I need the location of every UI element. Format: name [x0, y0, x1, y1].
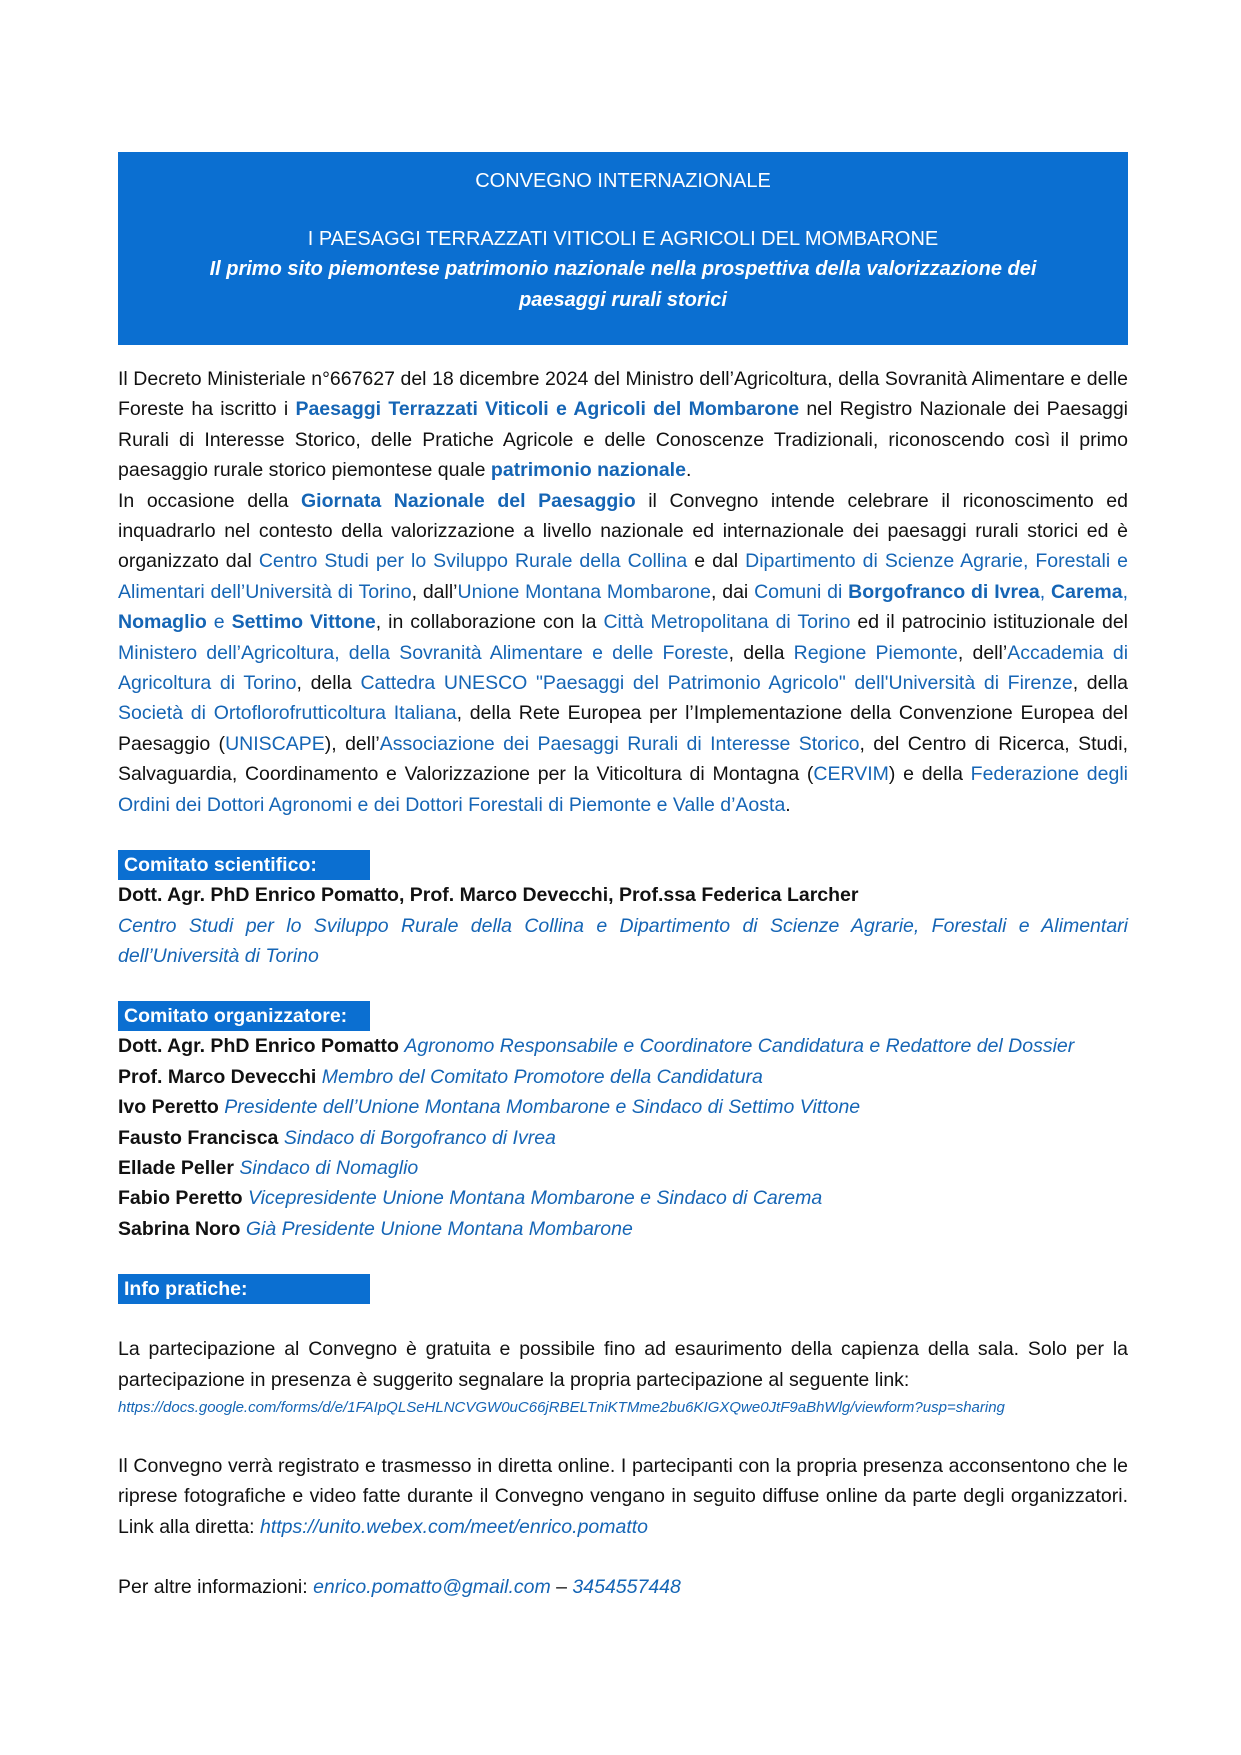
section-label: Comitato organizzatore: — [118, 1001, 370, 1031]
registration-form-link[interactable]: https://docs.google.com/forms/d/e/1FAIpQLSeHLNCVGW0uC66jRBELTniKTMme2bu6KIGXQwe0JtF9aBhWlg/viewform?usp=sharing — [118, 1398, 1005, 1416]
text: ed il patrocinio istituzionale del — [850, 611, 1129, 634]
member-name: Ellade Peller — [118, 1156, 234, 1179]
highlight: patrimonio nazionale — [490, 459, 686, 482]
text: , dall’ — [411, 580, 458, 603]
text: , del Centro di Ricerca, Studi, Salvaguardia, Coordinamento e Valorizzazione per la Viticoltura di Montagna ( — [118, 732, 1128, 786]
org-link[interactable]: Federazione degli Ordini dei Dottori Agronomi e dei Dottori Forestali di Piemonte e Valle d’Aosta — [118, 763, 1129, 816]
org-link[interactable]: Accademia di Agricoltura di Torino — [118, 641, 1129, 695]
event-subtitle-1: Il primo sito piemontese patrimonio nazionale nella prospettiva della valorizzazione dei — [209, 258, 1037, 280]
spacer — [118, 1421, 1128, 1451]
member-row — [118, 1153, 1128, 1183]
event-type: CONVEGNO INTERNAZIONALE — [475, 170, 771, 192]
text: , della — [1072, 672, 1129, 695]
text: , dai — [710, 580, 755, 603]
org-link[interactable]: CERVIM — [813, 763, 889, 786]
text: Il Decreto Ministeriale n°667627 del 18 dicembre 2024 del Ministro dell’Agricoltura, della Sovranità Alimentare e delle Foreste ha iscritto i — [118, 368, 1128, 421]
highlight: Nomaglio — [118, 611, 207, 634]
text: , in collaborazione con la — [375, 611, 604, 634]
org-link[interactable]: Associazione dei Paesaggi Rurali di Interesse Storico — [379, 732, 860, 755]
text: – — [550, 1576, 573, 1599]
scientific-committee — [118, 850, 1128, 971]
committee-affiliation: Centro Studi per lo Sviluppo Rurale della Collina e Dipartimento di Scienze Agrarie, Forestali e Alimentari dell’Università di Torino — [118, 914, 1128, 967]
org-link[interactable]: Città Metropolitana di Torino — [603, 611, 851, 634]
committee-names: Dott. Agr. PhD Enrico Pomatto, Prof. Marco Devecchi, Prof.ssa Federica Larcher — [118, 884, 859, 907]
text: In occasione della — [118, 489, 301, 512]
event-title: I PAESAGGI TERRAZZATI VITICOLI E AGRICOLI DEL MOMBARONE — [307, 228, 939, 250]
highlight: Carema — [1051, 580, 1123, 603]
text: , della — [296, 672, 361, 695]
section-label: Comitato scientifico: — [118, 850, 370, 880]
text: il Convegno intende celebrare il riconoscimento ed inquadrarlo nel contesto della valorizzazione a livello nazionale ed internazionale dei paesaggi rurali storici ed è organizzato dal — [118, 489, 1128, 573]
text: ), dell’ — [324, 732, 380, 755]
org-link[interactable]: Unione Montana Mombarone — [457, 580, 711, 603]
section-label: Info pratiche: — [118, 1274, 370, 1304]
org-link[interactable]: Centro Studi per lo Sviluppo Rurale della Collina — [258, 550, 688, 573]
member-row — [118, 1031, 1128, 1061]
text: ) e della — [888, 763, 971, 786]
document-page — [118, 152, 1128, 1603]
text: , — [1039, 580, 1052, 603]
text: nel Registro Nazionale dei Paesaggi Rurali di Interesse Storico, delle Pratiche Agricole e delle Conoscenze Tradizionali, riconoscendo così il primo paesaggio rurale storico piemontese quale — [118, 398, 1128, 482]
org-link[interactable]: Società di Ortoflorofrutticoltura Italiana — [118, 702, 457, 725]
text: , — [1122, 580, 1128, 603]
text: . — [685, 459, 692, 482]
text: e — [206, 611, 232, 634]
member-row — [118, 1183, 1128, 1213]
member-role: Sindaco di Nomaglio — [239, 1156, 419, 1179]
contact-line — [118, 1572, 1128, 1602]
member-row — [118, 1062, 1128, 1092]
practical-info — [118, 1274, 1128, 1602]
member-row — [118, 1123, 1128, 1153]
text: Per altre informazioni: — [118, 1576, 314, 1599]
text: , dell’ — [957, 641, 1008, 664]
member-name: Sabrina Noro — [118, 1217, 241, 1240]
streaming-text — [118, 1451, 1128, 1542]
org-link[interactable]: Regione Piemonte — [793, 641, 958, 664]
member-name: Prof. Marco Devecchi — [118, 1065, 317, 1088]
member-role: Membro del Comitato Promotore della Candidatura — [321, 1065, 763, 1088]
org-link[interactable]: Comuni di — [754, 580, 849, 603]
email-link[interactable]: enrico.pomatto@gmail.com — [313, 1576, 551, 1599]
text: . — [785, 793, 791, 816]
highlight: Borgofranco di Ivrea — [848, 580, 1040, 603]
member-role: Sindaco di Borgofranco di Ivrea — [283, 1126, 556, 1149]
org-link[interactable]: Cattedra UNESCO "Paesaggi del Patrimonio Agricolo" dell'Università di Firenze — [360, 672, 1073, 695]
member-role: Già Presidente Unione Montana Mombarone — [245, 1217, 633, 1240]
member-name: Fabio Peretto — [118, 1187, 243, 1210]
org-link[interactable]: Ministero dell’Agricoltura, della Sovranità Alimentare e delle Foreste — [118, 641, 729, 664]
organizing-committee — [118, 1001, 1128, 1244]
org-link[interactable]: UNISCAPE — [225, 732, 325, 755]
highlight: Settimo Vittone — [231, 611, 376, 634]
intro-paragraph — [118, 364, 1128, 820]
member-role: Presidente dell’Unione Montana Mombarone e Sindaco di Settimo Vittone — [224, 1096, 861, 1119]
live-stream-link[interactable]: https://unito.webex.com/meet/enrico.pomatto — [260, 1515, 649, 1538]
member-role: Vicepresidente Unione Montana Mombarone e Sindaco di Carema — [248, 1187, 823, 1210]
member-row — [118, 1214, 1128, 1244]
text: , della — [728, 641, 794, 664]
spacer — [118, 1304, 1128, 1334]
text: , della Rete Europea per l’Implementazione della Convenzione Europea del Paesaggio ( — [118, 702, 1128, 755]
highlight: Giornata Nazionale del Paesaggio — [301, 489, 636, 512]
member-name: Fausto Francisca — [118, 1126, 279, 1149]
event-subtitle-2: paesaggi rurali storici — [519, 289, 727, 311]
member-row — [118, 1092, 1128, 1122]
title-banner — [118, 152, 1128, 345]
member-name: Ivo Peretto — [118, 1096, 219, 1119]
highlight: Paesaggi Terrazzati Viticoli e Agricoli del Mombarone — [295, 398, 800, 421]
text: Il Convegno verrà registrato e trasmesso in diretta online. I partecipanti con la propria presenza acconsentono che le riprese fotografiche e video fatte durante il Convegno vengano in seguito diffuse online da parte degli organizzatori. Link alla diretta: — [118, 1454, 1128, 1538]
spacer — [118, 1542, 1128, 1572]
participation-text: La partecipazione al Convegno è gratuita e possibile fino ad esaurimento della capienza della sala. Solo per la partecipazione in presenza è suggerito segnalare la propria partecipazione al seguente link: — [118, 1338, 1128, 1391]
member-name: Dott. Agr. PhD Enrico Pomatto — [118, 1035, 399, 1058]
text: e dal — [687, 550, 746, 573]
phone-number[interactable]: 3454557448 — [572, 1576, 681, 1599]
member-role: Agronomo Responsabile e Coordinatore Candidatura e Redattore del Dossier — [404, 1035, 1075, 1058]
org-link[interactable]: Dipartimento di Scienze Agrarie, Forestali e Alimentari dell’Università di Torino — [118, 550, 1129, 603]
